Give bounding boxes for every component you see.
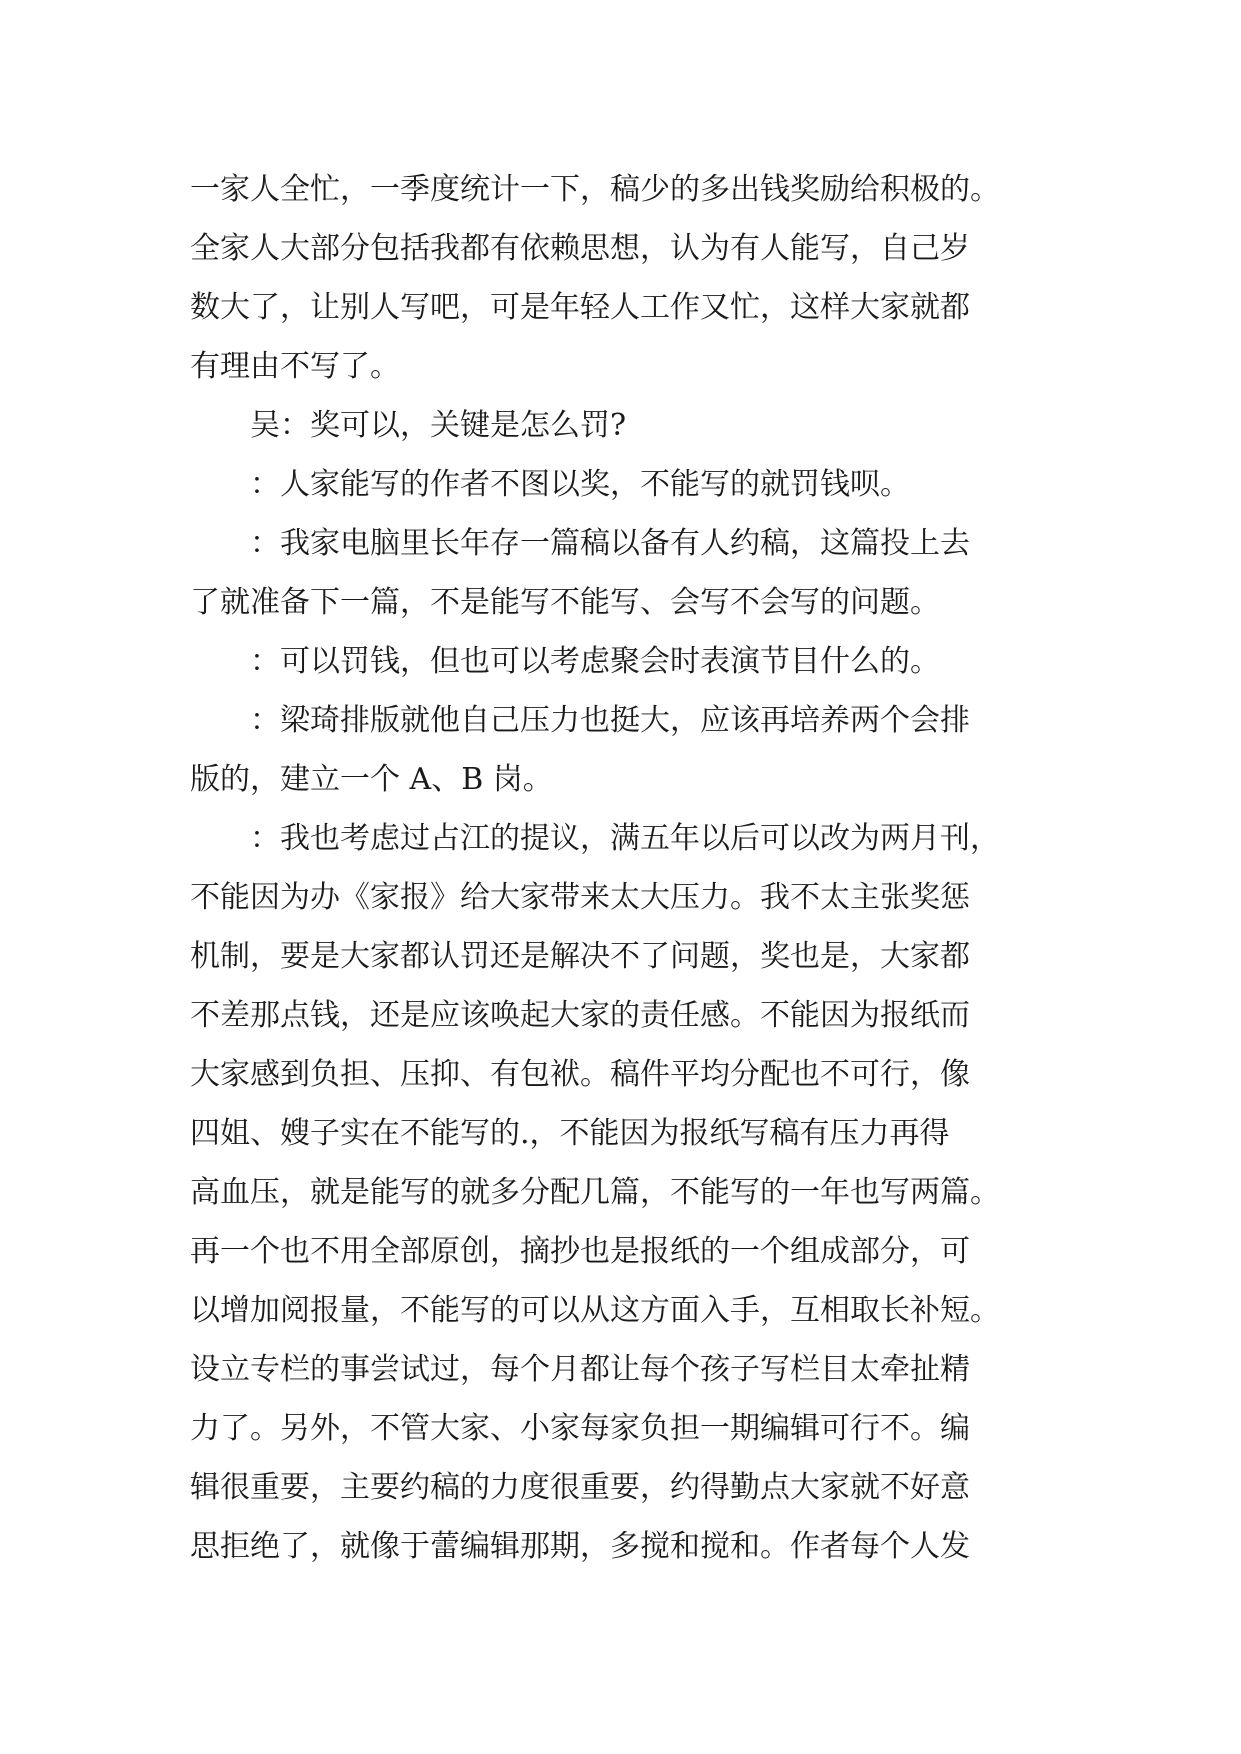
text-line: 不能因为办《家报》给大家带来太大压力。我不太主张奖惩 — [190, 880, 970, 915]
text-line: 辑很重要，主要约稿的力度很重要，约得勤点大家就不好意 — [190, 1470, 970, 1505]
text-line: 一家人全忙，一季度统计一下，稿少的多出钱奖励给积极的。 — [190, 172, 1000, 207]
text-line: ：梁琦排版就他自己压力也挺大，应该再培养两个会排 — [250, 703, 970, 738]
text-line: 吴：奖可以，关键是怎么罚? — [250, 408, 627, 443]
text-line: 大家感到负担、压抑、有包袱。稿件平均分配也不可行，像 — [190, 1057, 970, 1092]
text-line: 再一个也不用全部原创，摘抄也是报纸的一个组成部分，可 — [190, 1234, 970, 1269]
text-line: 有理由不写了。 — [190, 349, 400, 384]
text-line: ：我家电脑里长年存一篇稿以备有人约稿，这篇投上去 — [250, 526, 970, 561]
text-line: 了就准备下一篇，不是能写不能写、会写不会写的问题。 — [190, 585, 940, 620]
text-line: 全家人大部分包括我都有依赖思想，认为有人能写，自己岁 — [190, 231, 970, 266]
text-line: 四姐、嫂子实在不能写的.，不能因为报纸写稿有压力再得 — [190, 1116, 950, 1151]
text-line: 版的，建立一个 A、B 岗。 — [190, 762, 553, 797]
text-line: 以增加阅报量，不能写的可以从这方面入手，互相取长补短。 — [190, 1293, 1000, 1328]
text-line: 高血压，就是能写的就多分配几篇，不能写的一年也写两篇。 — [190, 1175, 1000, 1210]
text-line: 不差那点钱，还是应该唤起大家的责任感。不能因为报纸而 — [190, 998, 970, 1033]
text-line: 设立专栏的事尝试过，每个月都让每个孩子写栏目太牵扯精 — [190, 1352, 970, 1387]
body-text — [190, 160, 1060, 1576]
text-line: 数大了，让别人写吧，可是年轻人工作又忙，这样大家就都 — [190, 290, 970, 325]
text-line: 思拒绝了，就像于蕾编辑那期，多搅和搅和。作者每个人发 — [190, 1529, 970, 1564]
text-line: ：可以罚钱，但也可以考虑聚会时表演节目什么的。 — [250, 644, 940, 679]
text-line: 机制，要是大家都认罚还是解决不了问题，奖也是，大家都 — [190, 939, 970, 974]
text-line: 力了。另外，不管大家、小家每家负担一期编辑可行不。编 — [190, 1411, 970, 1446]
text-line: ：人家能写的作者不图以奖，不能写的就罚钱呗。 — [250, 467, 910, 502]
text-line: ：我也考虑过占江的提议，满五年以后可以改为两月刊， — [250, 821, 1000, 856]
